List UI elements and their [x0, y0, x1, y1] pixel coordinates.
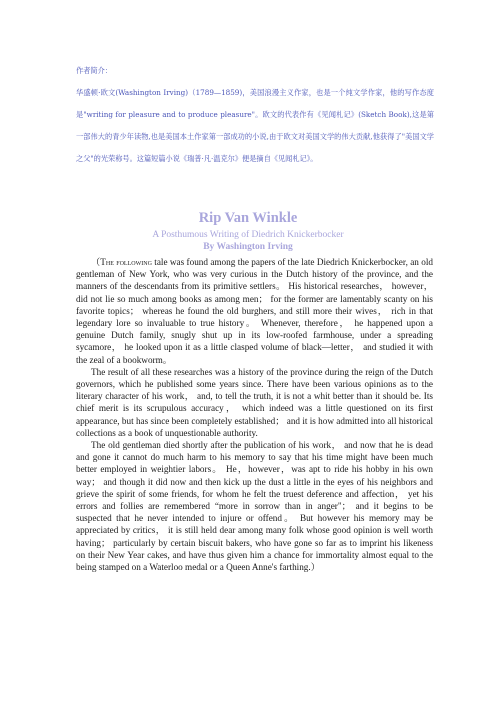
open-paren: （: [91, 257, 101, 267]
paragraph-1: [76, 256, 433, 366]
paragraph-1-text: tale was found among the papers of the late Diedrich Knickerbocker, an old gentleman of New York, who was very curious in the Dutch history of the province, and the manners of the descendants from its primitive settlers。 His historical researches， however， did not lie so much among books as among men； for the former are lamentably scanty on his favorite topics； whereas he found the old burghers, and still more their wives， rich in that legendary lore so invaluable to true history。 Whenever, therefore， he happened upon a genuine Dutch family, snugly shut up in its low-roofed farmhouse, under a spreading sycamore， he looked upon it as a little clasped volume of black—letter， and studied it with the zeal of a bookworm。: [76, 257, 434, 365]
story-subtitle: A Posthumous Writing of Diedrich Knickerbocker: [152, 230, 344, 240]
author-intro-heading: 作者简介：: [76, 66, 112, 75]
paragraph-3: The old gentleman died shortly after the publication of his work， and now that he is dead and gone it cannot do much harm to his memory to say that his time might have been much better employed in weightier labors。 He，however，was apt to ride his hobby in his own way； and though it did now and then kick up the dust a little in the eyes of his neighbors and grieve the spirit of some friends, for whom he felt the truest deference and affection， yet his errors and follies are remembered “more in sorrow than in anger"； and it begins to be suspected that he never intended to injure or offend。 But however his memory may be appreciated by critics， it is still held dear among many folk whose good opinion is well worth having； particularly by certain biscuit bakers, who have gone so far as to imprint his likeness on their New Year cakes, and have thus given him a chance for immortality almost equal to the being stamped on a Waterloo medal or a Queen Anne's farthing.）: [76, 440, 433, 573]
author-intro-body: 华盛顿·欧文(Washington Irving)（1789—1859)，美国浪漫主义作家，也是一个纯文学作家，他的写作态度是"writing for pleasure and to produce pleasure"。欧文的代表作有《见闻札记》(Sketch Book),这是第一部伟大的青少年读物,也是美国本土作家第一部成功的小说,由于欧文对美国文学的伟大贡献,他获得了"美国文学之父"的光荣称号。这篇短篇小说《瑞普·凡·温克尔》便是摘自《见闻札记》。: [76, 88, 434, 163]
small-caps-lead: The following: [100, 257, 152, 267]
story-byline: By Washington Irving: [203, 242, 293, 252]
story-title: Rip Van Winkle: [198, 210, 298, 226]
story-body: [76, 256, 433, 573]
paragraph-2: The result of all these researches was a history of the province during the reign of the Dutch governors, which he published some years since. There have been various opinions as to the literary character of his work， and, to tell the truth, it is not a whit better than it should be. Its chief merit is its scrupulous accuracy， which indeed was a little questioned on its first appearance, but has since been completely established； and it is how admitted into all historical collections as a book of unquestionable authority.: [76, 366, 433, 438]
